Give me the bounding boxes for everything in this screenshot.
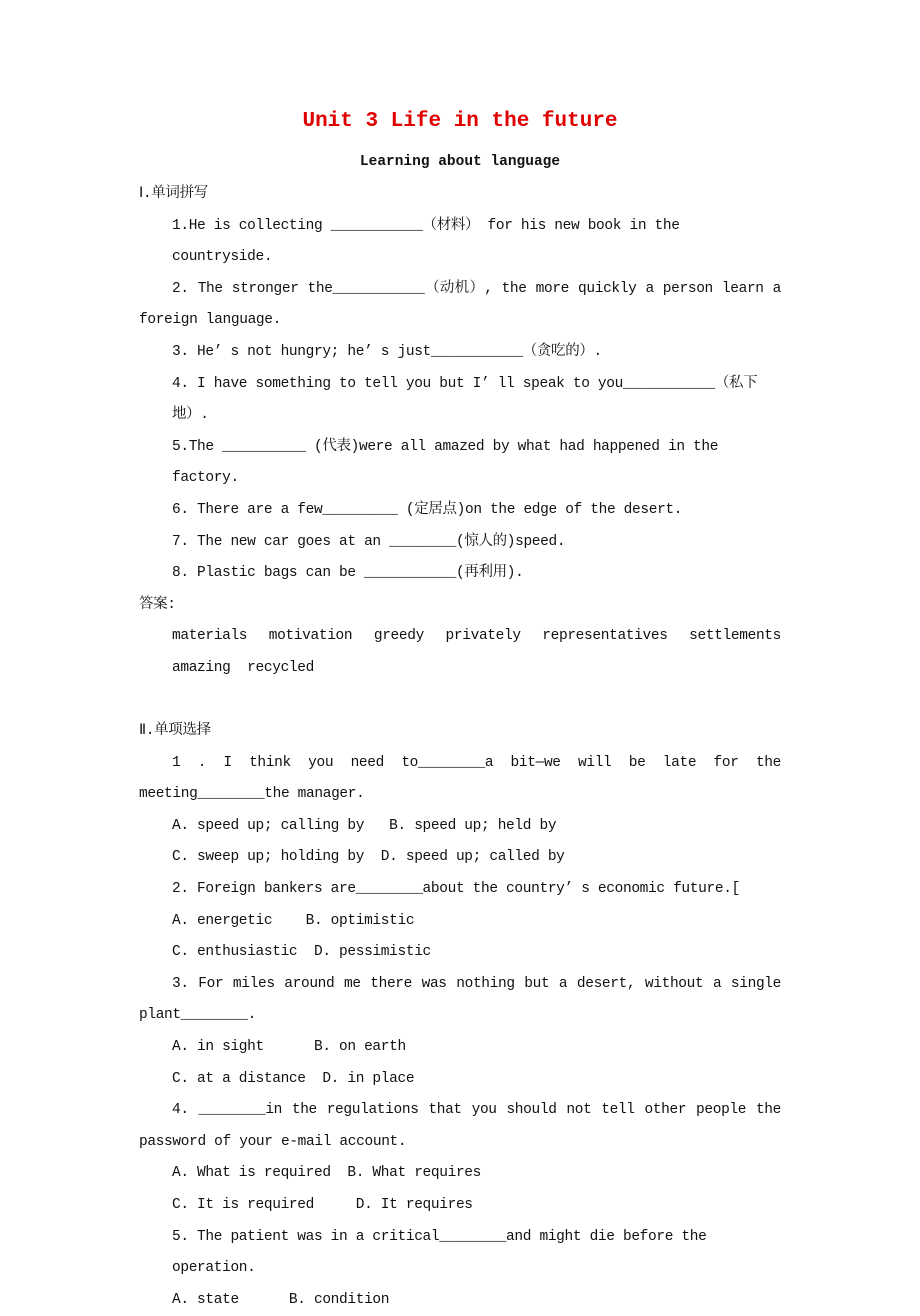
answers-line: materials motivation greedy privately representatives settlements	[172, 628, 781, 645]
option-line: A. in sight B. on earth	[172, 1039, 406, 1056]
question-line: 2. The stronger the___________（动机）, the more quickly a person learn a	[172, 280, 781, 297]
question-line: 4. I have something to tell you but I’ ll speak to you___________（私下地）.	[172, 375, 758, 424]
document-subtitle: Learning about language	[359, 154, 561, 170]
question-line: 3. For miles around me there was nothing but a desert, without a single	[172, 975, 781, 992]
question-line: 7. The new car goes at an ________(惊人的)speed.	[172, 533, 566, 550]
question-line: 8. Plastic bags can be ___________(再利用).	[172, 565, 524, 582]
question-line: 1 . I think you need to________a bit—we will be late for the	[172, 754, 781, 771]
question-line: foreign language.	[139, 312, 281, 329]
option-line: A. speed up; calling by B. speed up; held by	[172, 817, 557, 834]
question-line: 3. He’ s not hungry; he’ s just___________（贪吃的）.	[172, 343, 602, 360]
question-line: 5.The __________ (代表)were all amazed by what had happened in the factory.	[172, 438, 727, 487]
question-line: 1.He is collecting ___________（材料） for his new book in the countryside.	[172, 217, 688, 266]
answers-line: amazing recycled	[172, 659, 314, 676]
option-line: A. state B. condition	[172, 1291, 390, 1308]
option-line: A. What is required B. What requires	[172, 1165, 482, 1182]
option-line: C. It is required D. It requires	[172, 1197, 473, 1213]
question-line: meeting________the manager.	[139, 786, 365, 803]
document-body	[139, 179, 781, 1316]
question-line: plant________.	[139, 1007, 256, 1024]
option-line: C. at a distance D. in place	[172, 1070, 415, 1087]
question-line: 5. The patient was in a critical________and might die before the operation.	[172, 1228, 715, 1277]
section-heading: Ⅰ.单词拼写	[139, 186, 208, 202]
question-line: 6. There are a few_________ (定居点)on the edge of the desert.	[172, 501, 683, 518]
option-line: A. energetic B. optimistic	[172, 912, 415, 929]
answer-label: 答案:	[139, 596, 176, 613]
question-line: 2. Foreign bankers are________about the country’ s economic future.[	[172, 881, 740, 898]
section-heading: Ⅱ.单项选择	[139, 723, 211, 740]
option-line: C. sweep up; holding by D. speed up; called by	[172, 849, 565, 866]
document-title: Unit 3 Life in the future	[302, 110, 618, 133]
question-line: 4. ________in the regulations that you should not tell other people the	[172, 1102, 781, 1119]
option-line: C. enthusiastic D. pessimistic	[172, 944, 431, 961]
question-line: password of your e-mail account.	[139, 1133, 407, 1150]
